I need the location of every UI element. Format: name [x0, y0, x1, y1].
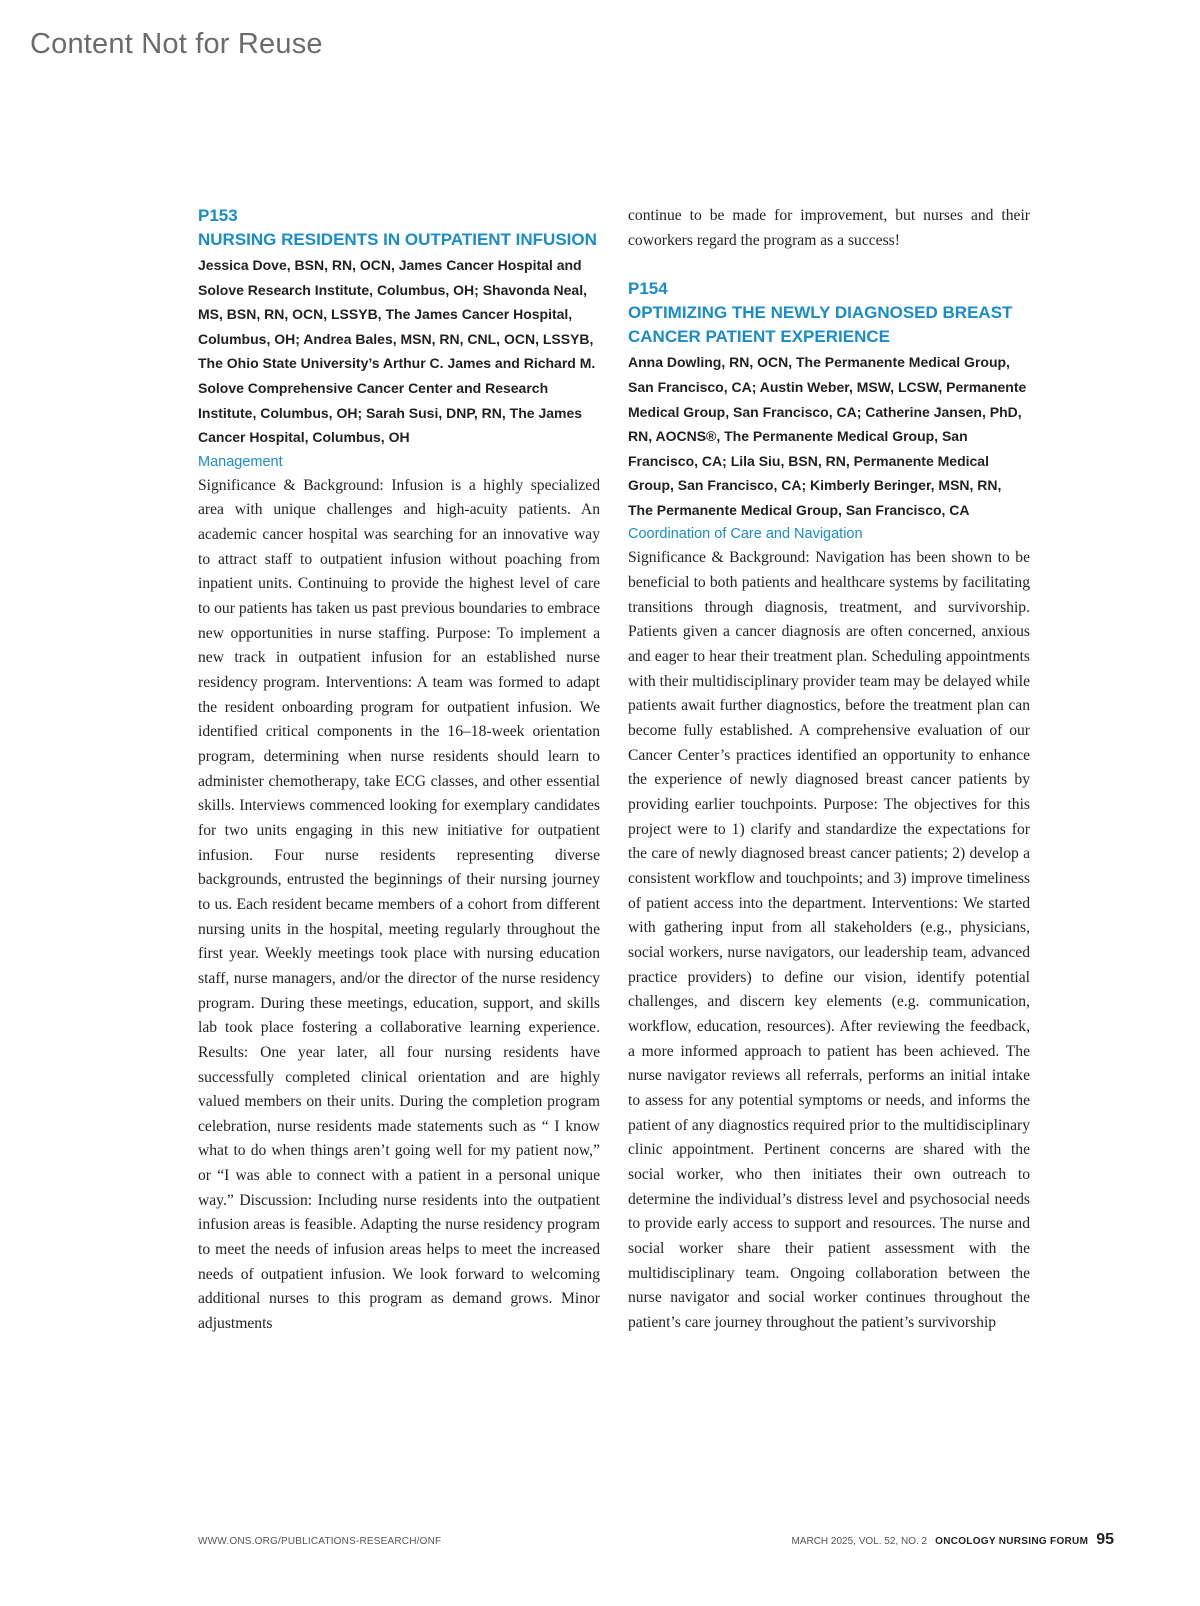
abstract-title: OPTIMIZING THE NEWLY DIAGNOSED BREAST CANCER PATIENT EXPERIENCE: [628, 303, 1013, 347]
abstract-authors: Jessica Dove, BSN, RN, OCN, James Cancer Hospital and Solove Research Institute, Columbus, OH; Shavonda Neal, MS, BSN, RN, OCN, LSSYB, The James Cancer Hospital, Columbus, OH; Andrea Bales, MSN, RN, CNL, OCN, LSSYB, The Ohio State University’s Arthur C. James and Richard M. Solove Comprehensive Cancer Center and Research Institute, Columbus, OH; Sarah Susi, DNP, RN, The James Cancer Hospital, Columbus, OH: [198, 257, 596, 446]
right-column: [628, 204, 1030, 1335]
left-column: [198, 204, 600, 1337]
abstract-id: P153: [198, 206, 238, 225]
abstract-body: Significance & Background: Navigation has been shown to be beneficial to both patients and healthcare systems by facilitating transitions through diagnosis, treatment, and survivorship. Patients given a cancer diagnosis are often concerned, anxious and eager to hear their treatment plan. Scheduling appointments with their multidisciplinary provider team may be delayed while patients await further diagnostics, before the treatment plan can become fully established. A comprehensive evaluation of our Cancer Center’s practices identified an opportunity to enhance the experience of newly diagnosed breast cancer patients by providing earlier touchpoints. Purpose: The objectives for this project were to 1) clarify and standardize the expectations for the care of newly diagnosed breast cancer patients; 2) develop a consistent workflow and touchpoints; and 3) improve timeliness of patient access into the department. Interventions: We started with gathering input from all stakeholders (e.g., physicians, social workers, nurse navigators, our leadership team, advanced practice providers) to define our vision, identify potential challenges, and discern key elements (e.g. communication, workflow, education, resources). After reviewing the feedback, a more informed approach to patient has been achieved. The nurse navigator reviews all referrals, performs an initial intake to assess for any potential symptoms or needs, and informs the patient of any diagnostics required prior to the multidisciplinary clinic appointment. Pertinent concerns are shared with the social worker, who then initiates their own outreach to determine the individual’s distress level and psychosocial needs to provide early access to support and resources. The nurse and social worker share their patient assessment with the multidisciplinary team. Ongoing collaboration between the nurse navigator and social worker continues throughout the patient’s care journey throughout the patient’s survivorship: [628, 549, 1030, 1331]
abstract-body: Significance & Background: Infusion is a highly specialized area with unique challenges and high-acuity patients. An academic cancer hospital was searching for an innovative way to attract staff to outpatient infusion without poaching from inpatient units. Continuing to provide the highest level of care to our patients has taken us past previous boundaries to embrace new opportunities in nurse staffing. Purpose: To implement a new track in outpatient infusion for an established nurse residency program. Interventions: A team was formed to adapt the resident onboarding program for outpatient infusion. We identified critical components in the 16–18-week orientation program, determining when nurse residents should learn to administer chemotherapy, take ECG classes, and other essential skills. Interviews commenced looking for exemplary candidates for two units engaging in this new initiative for outpatient infusion. Four nurse residents representing diverse backgrounds, entrusted the beginnings of their nursing journey to us. Each resident became members of a cohort from different nursing units in the hospital, meeting regularly throughout the first year. Weekly meetings took place with nursing education staff, nurse managers, and/or the director of the nurse residency program. During these meetings, education, support, and skills lab took place fostering a collaborative learning experience. Results: One year later, all four nursing residents have successfully completed clinical orientation and are highly valued members on their units. During the completion program celebration, nurse residents made statements such as “ I know what to do when things aren’t going well for my patient now,” or “I was able to connect with a patient in a personal unique way.” Discussion: Including nurse residents into the outpatient infusion areas is feasible. Adapting the nurse residency program to meet the needs of infusion areas helps to meet the increased needs of outpatient infusion. We look forward to welcoming additional nurses to this program as demand grows. Minor adjustments: [198, 476, 600, 1333]
abstract-category: Coordination of Care and Navigation: [628, 526, 863, 543]
footer-issue: MARCH 2025, VOL. 52, NO. 2: [791, 1536, 928, 1547]
abstract-category: Management: [198, 453, 283, 470]
abstract-title: NURSING RESIDENTS IN OUTPATIENT INFUSION: [198, 230, 597, 249]
abstract-id: P154: [628, 279, 668, 299]
footer-citation: [791, 1531, 1114, 1549]
watermark: Content Not for Reuse: [30, 28, 323, 60]
abstract-authors: Anna Dowling, RN, OCN, The Permanente Medical Group, San Francisco, CA; Austin Weber, MSW, LCSW, Permanente Medical Group, San Francisco, CA; Catherine Jansen, PhD, RN, AOCNS®, The Permanente Medical Group, San Francisco, CA; Lila Siu, BSN, RN, Permanente Medical Group, San Francisco, CA; Kimberly Beringer, MSN, RN, The Permanente Medical Group, San Francisco, CA: [628, 354, 1027, 518]
footer-url: WWW.ONS.ORG/PUBLICATIONS-RESEARCH/ONF: [198, 1536, 442, 1547]
footer-journal: ONCOLOGY NURSING FORUM: [935, 1536, 1089, 1547]
page-number: 95: [1096, 1531, 1114, 1548]
abstract-continuation: continue to be made for improvement, but nurses and their coworkers regard the program as a success!: [628, 207, 1030, 249]
